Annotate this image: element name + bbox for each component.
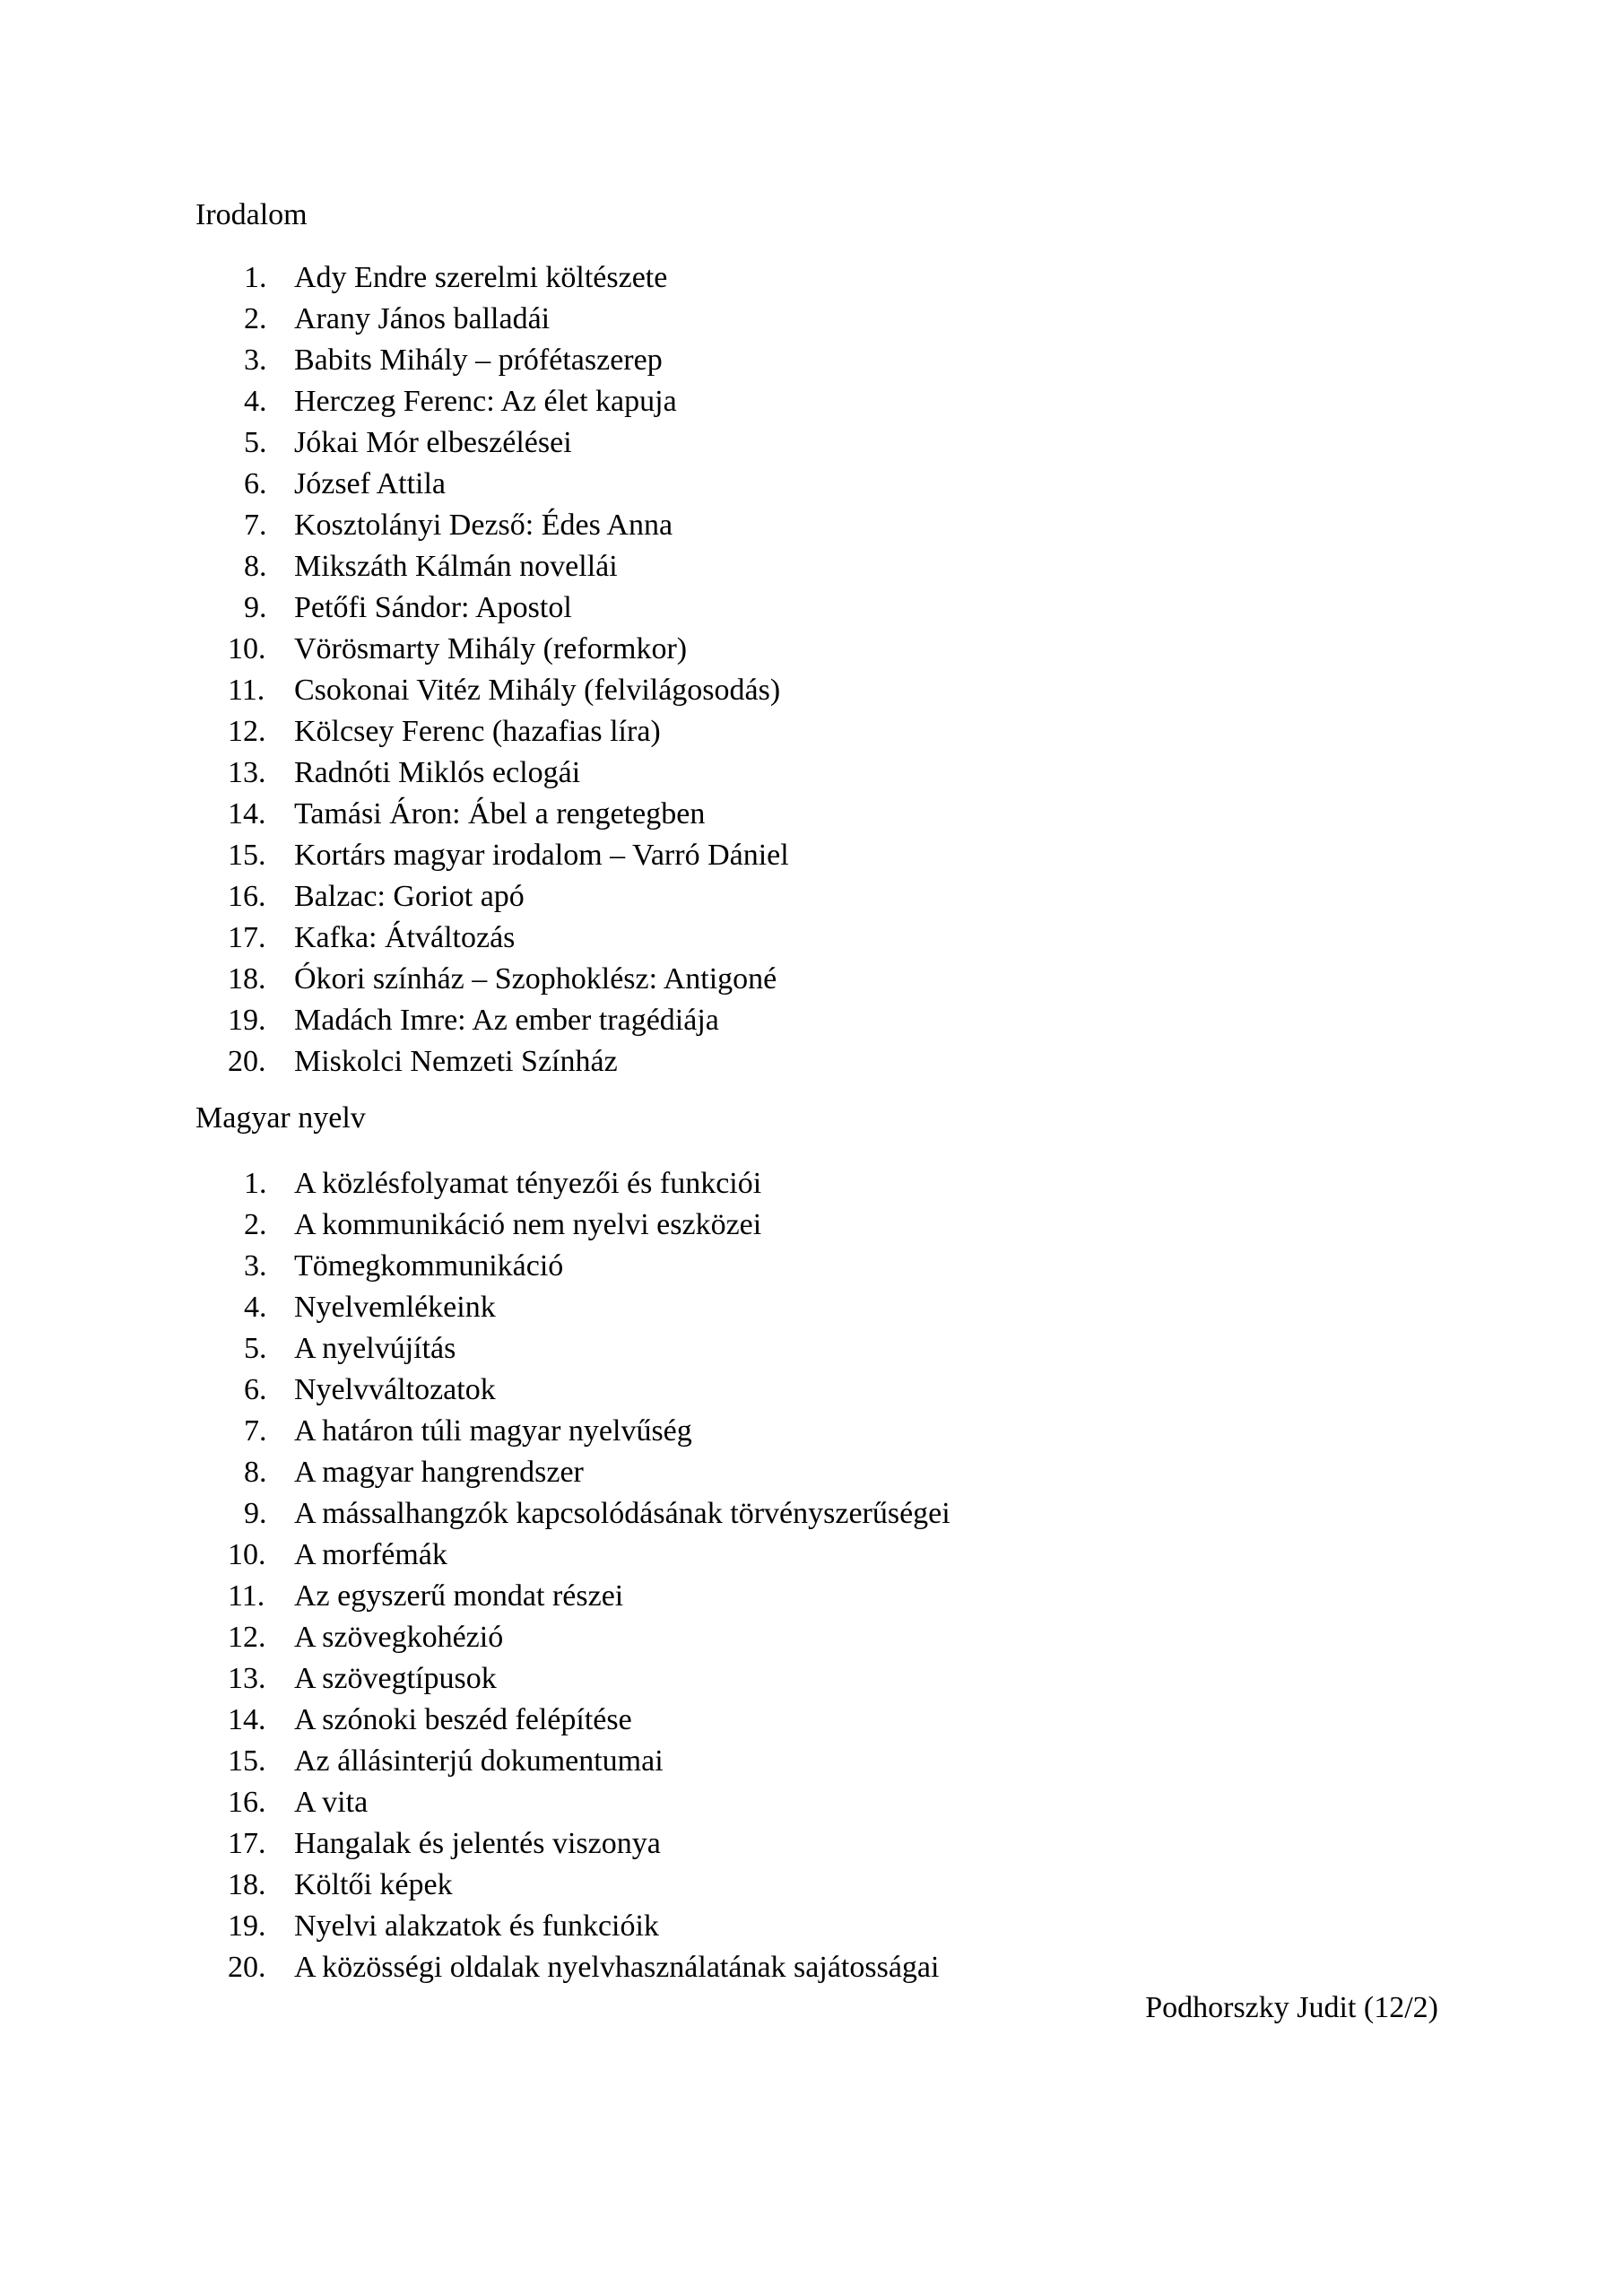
list-item [195,464,789,505]
list-item-number: 4. [244,1291,267,1324]
list-item-text: Ókori színház – Szophoklész: Antigoné [294,962,777,996]
list-item [195,546,789,587]
list-item-text: Ady Endre szerelmi költészete [294,261,668,294]
list-item-number: 15. [228,839,266,872]
list-item [195,340,789,381]
list-item [195,1823,950,1865]
list-item-number: 10. [228,632,266,665]
list-item [195,1535,950,1576]
list-item-number: 8. [244,1456,267,1489]
list-item [195,752,789,794]
list-item-text: Kosztolányi Dezső: Édes Anna [294,509,673,542]
list-item-text: Balzac: Goriot apó [294,880,525,913]
list-item [195,1700,950,1741]
list-item-text: A morfémák [294,1538,447,1571]
list-item-text: Vörösmarty Mihály (reformkor) [294,632,688,665]
list-item-number: 17. [228,1827,266,1860]
list-item [195,587,789,629]
list-item-number: 18. [228,962,266,996]
list-item-text: A szövegtípusok [294,1662,497,1695]
list-item-text: Csokonai Vitéz Mihály (felvilágosodás) [294,674,781,707]
list-item [195,381,789,422]
list-item-text: Miskolci Nemzeti Színház [294,1045,618,1078]
list-item-number: 8. [244,550,267,583]
list-item-number: 20. [228,1045,266,1078]
list-item-text: Kortárs magyar irodalom – Varró Dániel [294,839,789,872]
list-item-number: 19. [228,1004,266,1037]
list-item-text: Nyelvi alakzatok és funkcióik [294,1909,659,1943]
list-item-number: 9. [244,1497,267,1530]
list-item-number: 15. [228,1744,266,1778]
list-item-number: 2. [244,302,267,335]
list-item [195,876,789,918]
list-item-text: Az egyszerű mondat részei [294,1579,624,1613]
list-item-text: Arany János balladái [294,302,551,335]
list-item-text: Herczeg Ferenc: Az élet kapuja [294,385,677,418]
list-item [195,1782,950,1823]
list-item-number: 4. [244,385,267,418]
list-item-text: József Attila [294,467,447,500]
list-item [195,711,789,752]
list-item-text: A közösségi oldalak nyelvhasználatának sajátosságai [294,1951,940,1984]
list-item [195,794,789,835]
list-item-number: 1. [244,261,267,294]
list-item-text: Kafka: Átváltozás [294,921,516,954]
section-title-magyar-nyelv: Magyar nyelv [195,1101,366,1135]
list-item [195,835,789,876]
list-item-number: 9. [244,591,267,624]
topic-list-irodalom [195,257,789,1083]
list-item-text: A szónoki beszéd felépítése [294,1703,632,1736]
list-item [195,1906,950,1947]
list-item [195,1246,950,1287]
list-item-number: 19. [228,1909,266,1943]
list-item-text: Nyelvváltozatok [294,1373,496,1406]
list-item-text: A határon túli magyar nyelvűség [294,1414,692,1448]
list-item [195,959,789,1000]
list-item-text: Jókai Mór elbeszélései [294,426,572,459]
list-item [195,1000,789,1041]
list-item-text: Mikszáth Kálmán novellái [294,550,618,583]
list-item-number: 13. [228,1662,266,1695]
list-item-number: 3. [244,1249,267,1283]
list-item-text: A vita [294,1786,369,1819]
list-item [195,629,789,670]
list-item-number: 11. [228,1579,265,1613]
list-item-number: 16. [228,880,266,913]
list-item [195,299,789,340]
list-item [195,505,789,546]
list-item-text: Madách Imre: Az ember tragédiája [294,1004,719,1037]
list-item [195,1493,950,1535]
list-item-text: Petőfi Sándor: Apostol [294,591,572,624]
list-item-number: 17. [228,921,266,954]
list-item [195,1576,950,1617]
list-item-number: 11. [228,674,265,707]
list-item [195,1287,950,1328]
list-item-text: Nyelvemlékeink [294,1291,496,1324]
list-item-text: A mássalhangzók kapcsolódásának törvényszerűségei [294,1497,950,1530]
list-item-number: 2. [244,1208,267,1241]
list-item-text: A kommunikáció nem nyelvi eszközei [294,1208,762,1241]
list-item-text: Tamási Áron: Ábel a rengetegben [294,797,706,831]
list-item-text: Radnóti Miklós eclogái [294,756,581,789]
list-item-number: 5. [244,1332,267,1365]
list-item [195,1947,950,1988]
list-item [195,1865,950,1906]
list-item-text: Kölcsey Ferenc (hazafias líra) [294,715,661,748]
list-item-number: 14. [228,1703,266,1736]
list-item-number: 20. [228,1951,266,1984]
list-item [195,1163,950,1205]
list-item-text: Az állásinterjú dokumentumai [294,1744,664,1778]
list-item-text: A közlésfolyamat tényezői és funkciói [294,1167,762,1200]
list-item-number: 12. [228,715,266,748]
list-item-number: 10. [228,1538,266,1571]
list-item [195,1205,950,1246]
list-item [195,1041,789,1083]
list-item [195,422,789,464]
list-item-text: A nyelvújítás [294,1332,456,1365]
list-item-number: 7. [244,1414,267,1448]
list-item-number: 14. [228,797,266,831]
topic-list-magyar-nyelv [195,1163,950,1988]
list-item [195,1328,950,1370]
list-item [195,1411,950,1452]
list-item [195,670,789,711]
list-item-number: 6. [244,467,267,500]
list-item [195,1370,950,1411]
list-item-text: Költői képek [294,1868,453,1901]
list-item-text: A szövegkohézió [294,1621,504,1654]
list-item-number: 7. [244,509,267,542]
list-item [195,1658,950,1700]
list-item-text: A magyar hangrendszer [294,1456,584,1489]
author-signature: Podhorszky Judit (12/2) [1145,1991,1438,2024]
list-item [195,1452,950,1493]
list-item-number: 5. [244,426,267,459]
list-item-number: 3. [244,344,267,377]
list-item-number: 12. [228,1621,266,1654]
list-item-number: 1. [244,1167,267,1200]
list-item-text: Hangalak és jelentés viszonya [294,1827,661,1860]
list-item [195,1617,950,1658]
list-item-text: Babits Mihály – prófétaszerep [294,344,663,377]
list-item-text: Tömegkommunikáció [294,1249,564,1283]
list-item [195,1741,950,1782]
list-item-number: 13. [228,756,266,789]
section-title-irodalom: Irodalom [195,198,308,231]
list-item [195,257,789,299]
list-item-number: 6. [244,1373,267,1406]
list-item-number: 16. [228,1786,266,1819]
list-item [195,918,789,959]
list-item-number: 18. [228,1868,266,1901]
